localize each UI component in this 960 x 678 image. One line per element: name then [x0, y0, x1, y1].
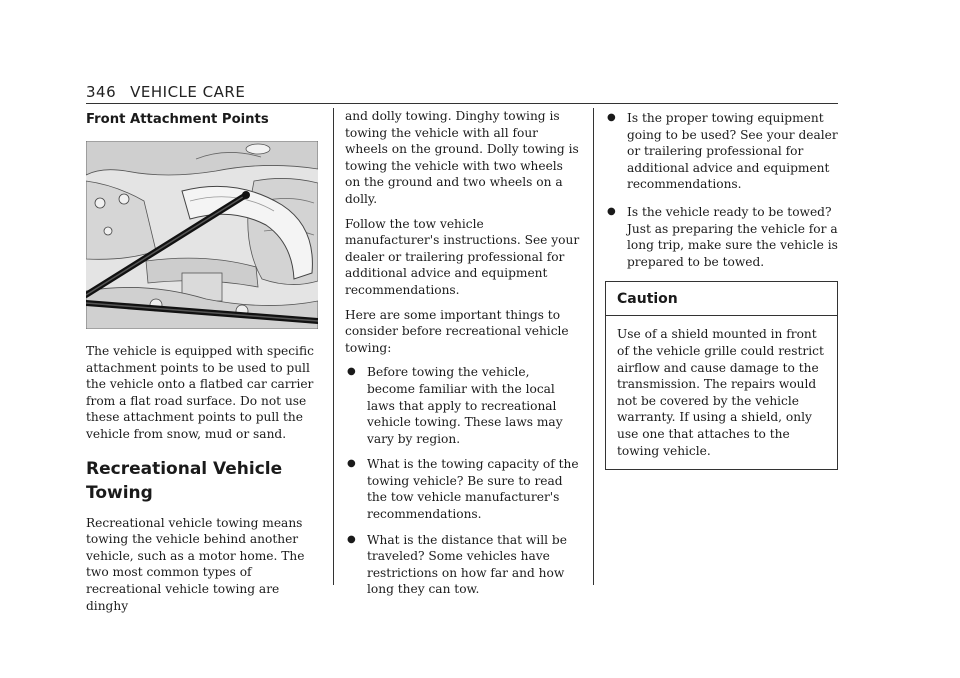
bullet-icon: ●	[347, 366, 356, 378]
consider-list-continued	[605, 110, 838, 270]
consider-list	[345, 364, 581, 598]
list-item: ● What is the towing capacity of the towing vehicle? Be sure to read the tow vehicle manufacturer's recommendations.	[347, 457, 579, 522]
bullet-icon: ●	[347, 533, 356, 545]
manufacturer-instructions-paragraph: Follow the tow vehicle manufacturer's instructions. See your dealer or trailering professional for additional advice and equipment recommendations.	[345, 216, 580, 297]
things-to-consider-paragraph: Here are some important things to consider before recreational vehicle towing:	[345, 307, 569, 355]
bullet-icon: ●	[347, 458, 356, 470]
list-item: ● Is the proper towing equipment going to be used? See your dealer or trailering professional for additional advice and equipment recommendations.	[607, 111, 838, 192]
column-1	[86, 108, 322, 622]
dolly-towing-paragraph: and dolly towing. Dinghy towing is towing the vehicle with all four wheels on the ground. Dolly towing is towing the vehicle with two wheels on the ground and two wheels on a dolly.	[345, 109, 579, 206]
column-divider-1	[333, 108, 334, 585]
header-rule	[86, 103, 838, 104]
caution-text: Use of a shield mounted in front of the vehicle grille could restrict airflow and cause damage to the transmission. The repairs would not be covered by the vehicle warranty. If using a shield, only use one that attaches to the towing vehicle.	[617, 327, 824, 458]
column-3	[605, 108, 838, 470]
caution-box	[605, 281, 838, 470]
list-item: ● What is the distance that will be traveled? Some vehicles have restrictions on how far and how long they can tow.	[347, 532, 567, 597]
heading-recreational-towing: Recreational Vehicle Towing	[86, 458, 283, 503]
list-item: ● Is the vehicle ready to be towed? Just as preparing the vehicle for a long trip, make sure the vehicle is prepared to be towed.	[607, 204, 838, 269]
recreational-towing-paragraph: Recreational vehicle towing means towing the vehicle behind another vehicle, such as a motor home. The two most common types of recreational vehicle towing are dinghy	[86, 515, 305, 613]
page-number: 346	[86, 83, 117, 101]
column-divider-2	[593, 108, 594, 585]
caution-title: Caution	[606, 282, 837, 316]
attachment-points-illustration	[86, 141, 318, 329]
subheading-front-attachment: Front Attachment Points	[86, 112, 269, 127]
list-item: ● Before towing the vehicle, become familiar with the local laws that apply to recreational vehicle towing. These laws may vary by region.	[347, 365, 563, 446]
bullet-icon: ●	[607, 112, 616, 123]
section-title: VEHICLE CARE	[130, 83, 246, 101]
column-2	[345, 108, 581, 607]
bullet-icon: ●	[607, 205, 616, 217]
page-header	[86, 83, 838, 101]
attachment-paragraph: The vehicle is equipped with specific attachment points to be used to pull the vehicle onto a flatbed car carrier from a flat road surface. Do not use these attachment points to pull the vehicle from snow, mud or sand.	[86, 344, 314, 441]
